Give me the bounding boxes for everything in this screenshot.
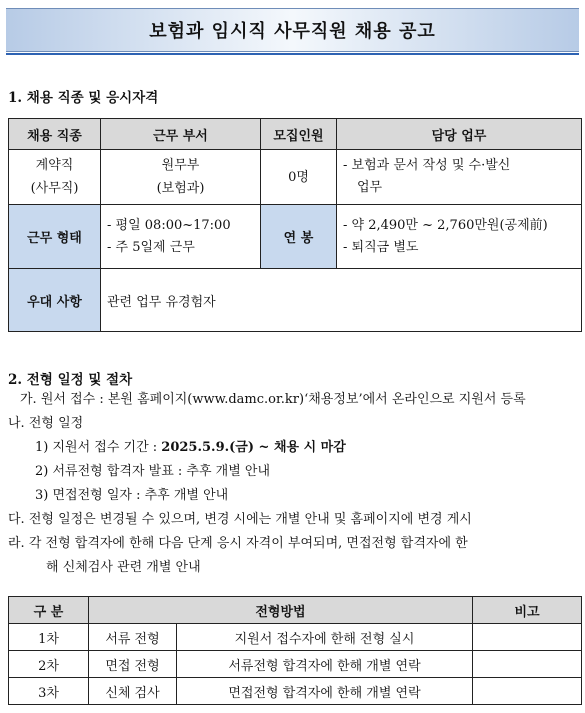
work-days: - 주 5일제 근무 [107,239,195,255]
detail-cell: 서류전형 합격자에 한해 개별 연락 [177,651,473,678]
recruitment-table [8,118,582,332]
qualification-note-line1: 라. 각 전형 합격자에 한해 다음 단계 응시 자격이 부여되며, 면접전형 합격자에 한 [8,536,468,551]
note-cell [473,624,582,651]
table-row [9,624,582,651]
duties-line2: 업무 [357,180,383,195]
qualification-note-line2: 해 신체검사 관련 개별 안내 [46,560,201,575]
duties-line1: - 보험과 문서 작성 및 수·발신 [343,158,511,173]
recruitment-row-preference [9,269,582,332]
recruitment-row-job [9,150,582,205]
schedule-heading: 나. 전형 일정 [8,416,84,431]
job-type-line2: (사무직) [30,181,79,196]
selection-header-row [9,597,582,624]
severance-note: - 퇴직금 별도 [343,239,419,255]
preference-value: 관련 업무 유경험자 [101,269,582,332]
application-line: 가. 원서 접수 : 본원 홈페이지(www.damc.or.kr)‘채용정보’에서 온라인으로 지원서 등록 [20,392,526,407]
procedure-text [8,388,580,580]
header-method: 전형방법 [89,597,473,624]
work-type-label: 근무 형태 [9,205,101,269]
schedule-item-1 [8,436,580,460]
recruitment-row-work [9,205,582,269]
page-title: 보험과 임시직 사무직원 채용 공고 [149,21,436,42]
schedule-item-1-prefix: 1) 지원서 접수 기간 : [35,440,162,455]
job-type-cell [9,150,101,205]
recruitment-header-row [9,119,582,150]
note-cell [473,651,582,678]
department-cell [101,150,261,205]
stage-cell: 1차 [9,624,89,651]
table-row [9,651,582,678]
duties-cell [337,150,582,205]
job-type-line1: 계약직 [35,158,74,173]
schedule-item-3: 3) 면접전형 일자 : 추후 개별 안내 [35,488,229,503]
header-note: 비고 [473,597,582,624]
schedule-item-2: 2) 서류전형 합격자 발표 : 추후 개별 안내 [35,464,271,479]
work-hours: - 평일 08:00~17:00 [107,217,231,233]
selection-table [8,596,582,705]
table-row [9,678,582,705]
detail-cell: 면접전형 합격자에 한해 개별 연락 [177,678,473,705]
salary-cell [337,205,582,269]
header-job-type: 채용 직종 [9,119,101,150]
work-type-cell [101,205,261,269]
method-cell: 면접 전형 [89,651,177,678]
note-cell [473,678,582,705]
salary-label: 연 봉 [261,205,337,269]
department-line1: 원무부 [161,158,200,173]
department-line2: (보험과) [156,181,205,196]
preference-label: 우대 사항 [9,269,101,332]
salary-range: - 약 2,490만 ~ 2,760만원(공제前) [343,217,548,233]
header-stage: 구 분 [9,597,89,624]
section2-heading: 2. 전형 일정 및 절차 [8,372,133,388]
headcount-cell: 0명 [261,150,337,205]
title-banner [6,8,579,52]
header-headcount: 모집인원 [261,119,337,150]
header-department: 근무 부서 [101,119,261,150]
method-cell: 서류 전형 [89,624,177,651]
stage-cell: 3차 [9,678,89,705]
schedule-item-1-date: 2025.5.9.(금) ~ 채용 시 마감 [161,440,346,455]
stage-cell: 2차 [9,651,89,678]
method-cell: 신체 검사 [89,678,177,705]
detail-cell: 지원서 접수자에 한해 전형 실시 [177,624,473,651]
schedule-change-note: 다. 전형 일정은 변경될 수 있으며, 변경 시에는 개별 안내 및 홈페이지에 변경 게시 [8,512,472,527]
header-duties: 담당 업무 [337,119,582,150]
section1-heading: 1. 채용 직종 및 응시자격 [8,90,159,106]
